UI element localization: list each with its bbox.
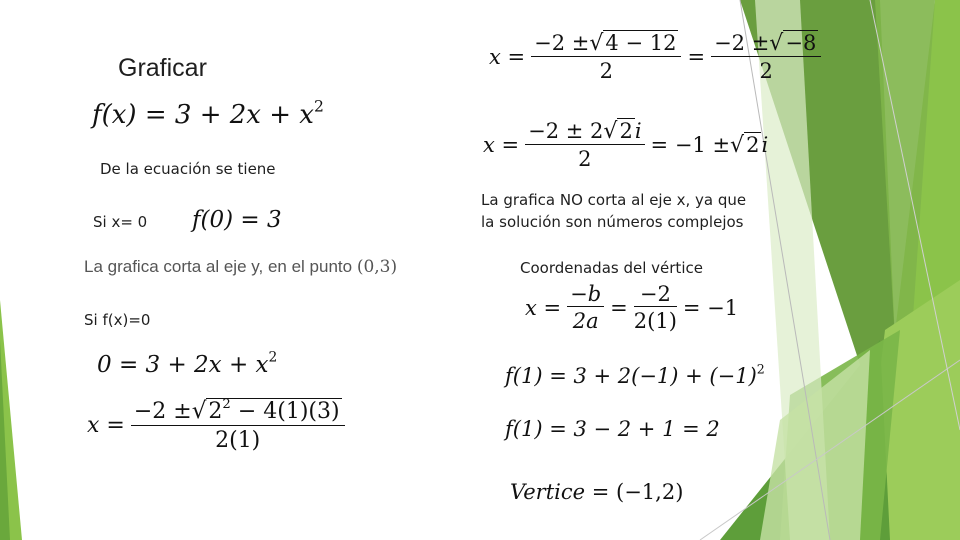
sol2-rhs-pre: = −1 ± <box>650 132 731 157</box>
sol1-equals: = <box>687 44 706 69</box>
quad-fraction <box>131 398 345 453</box>
sol1-num-a-pre: −2 ± <box>534 31 590 55</box>
sol1-x: x = <box>489 44 526 69</box>
vx-denominator-b: 2(1) <box>633 309 677 334</box>
punto-corte-y: (0,3) <box>356 257 398 277</box>
vertex-x-equation <box>522 282 741 333</box>
vx-equals: = <box>610 295 628 320</box>
sol1-fraction-a <box>531 30 681 83</box>
vx-x: x = <box>525 295 562 320</box>
si-fx0-label: Si f(x)=0 <box>84 311 151 329</box>
f1-result: f(1) = 3 − 2 + 1 = 2 <box>505 417 720 441</box>
quad-minus2: −2 ± <box>133 399 192 424</box>
vx-rhs: = −1 <box>682 295 739 320</box>
solution-line-1 <box>486 30 824 83</box>
quad-radicand <box>206 398 341 423</box>
sol1-num-b-pre: −2 ± <box>714 31 770 55</box>
vertex-coords: = (−1,2) <box>591 480 684 504</box>
solution-line-2 <box>480 118 771 171</box>
sol2-rhs-radicand: 2 <box>746 132 760 157</box>
sol2-num-radicand: 2 <box>619 119 633 143</box>
vx-fraction-a <box>567 282 604 333</box>
sol1-fraction-b <box>711 30 821 83</box>
sol1-denominator-b: 2 <box>759 59 773 84</box>
sol1-numerator-b <box>711 30 821 57</box>
vx-fraction-b <box>634 282 677 333</box>
quad-radicand-rest: − 4(1)(3) <box>237 399 340 424</box>
sol2-fraction <box>525 118 644 171</box>
function-equation <box>92 97 324 130</box>
quad-radicand-base: 2 <box>208 399 223 424</box>
sqrt-symbol: √ <box>730 132 745 158</box>
sol2-num-imag: i <box>634 119 642 143</box>
function-exponent: 2 <box>313 97 324 116</box>
sol2-rhs-imag: i <box>761 132 769 157</box>
sol2-numerator <box>525 118 644 145</box>
vertex-label: Vertice <box>510 480 586 504</box>
sqrt-symbol: √ <box>191 398 207 424</box>
zero-equation-exponent: 2 <box>268 349 278 366</box>
corta-eje-y-text <box>84 257 397 277</box>
vertex-result <box>510 480 683 504</box>
sqrt-symbol: √ <box>589 31 604 56</box>
quad-radicand-exp: 2 <box>222 397 231 413</box>
sol2-denominator: 2 <box>578 147 592 172</box>
quad-numerator <box>131 398 345 426</box>
sol1-num-b-radicand: −8 <box>785 31 817 55</box>
vx-numerator-a: −b <box>567 282 604 307</box>
no-corta-text <box>481 189 746 233</box>
sol1-num-a-radicand: 4 − 12 <box>605 31 677 55</box>
zero-equation-lhs: 0 = 3 + 2x + x <box>97 352 269 378</box>
function-lhs: f(x) = 3 + 2x + x <box>92 100 314 130</box>
no-corta-line-1: La grafica NO corta al eje x, ya que <box>481 191 747 209</box>
sol1-numerator-a <box>531 30 681 57</box>
quad-x: x = <box>87 412 125 438</box>
vx-denominator-a: 2a <box>572 309 599 334</box>
quadratic-formula <box>84 398 348 453</box>
quad-denominator: 2(1) <box>215 427 261 453</box>
f1-expansion-exp: 2 <box>756 361 765 377</box>
f1-expansion <box>505 361 765 388</box>
sol2-rhs <box>651 132 769 158</box>
corta-eje-y-label: La grafica corta al eje y, en el punto <box>84 257 353 276</box>
sqrt-symbol: √ <box>769 31 784 56</box>
sol2-num-pre: −2 ± 2 <box>528 119 604 143</box>
slide-title: Graficar <box>118 54 207 82</box>
coordenadas-vertice-heading: Coordenadas del vértice <box>520 259 703 277</box>
no-corta-line-2: la solución son números complejos <box>481 213 744 231</box>
f0-equation: f(0) = 3 <box>192 207 282 233</box>
zero-equation <box>97 349 278 378</box>
sol2-x: x = <box>483 132 520 157</box>
vx-numerator-b: −2 <box>634 282 677 307</box>
si-x0-label: Si x= 0 <box>93 213 148 231</box>
sqrt-symbol: √ <box>603 119 618 144</box>
ecuacion-intro-text: De la ecuación se tiene <box>100 160 276 178</box>
sol1-denominator-a: 2 <box>599 59 613 84</box>
f1-expansion-lhs: f(1) = 3 + 2(−1) + (−1) <box>505 364 757 388</box>
